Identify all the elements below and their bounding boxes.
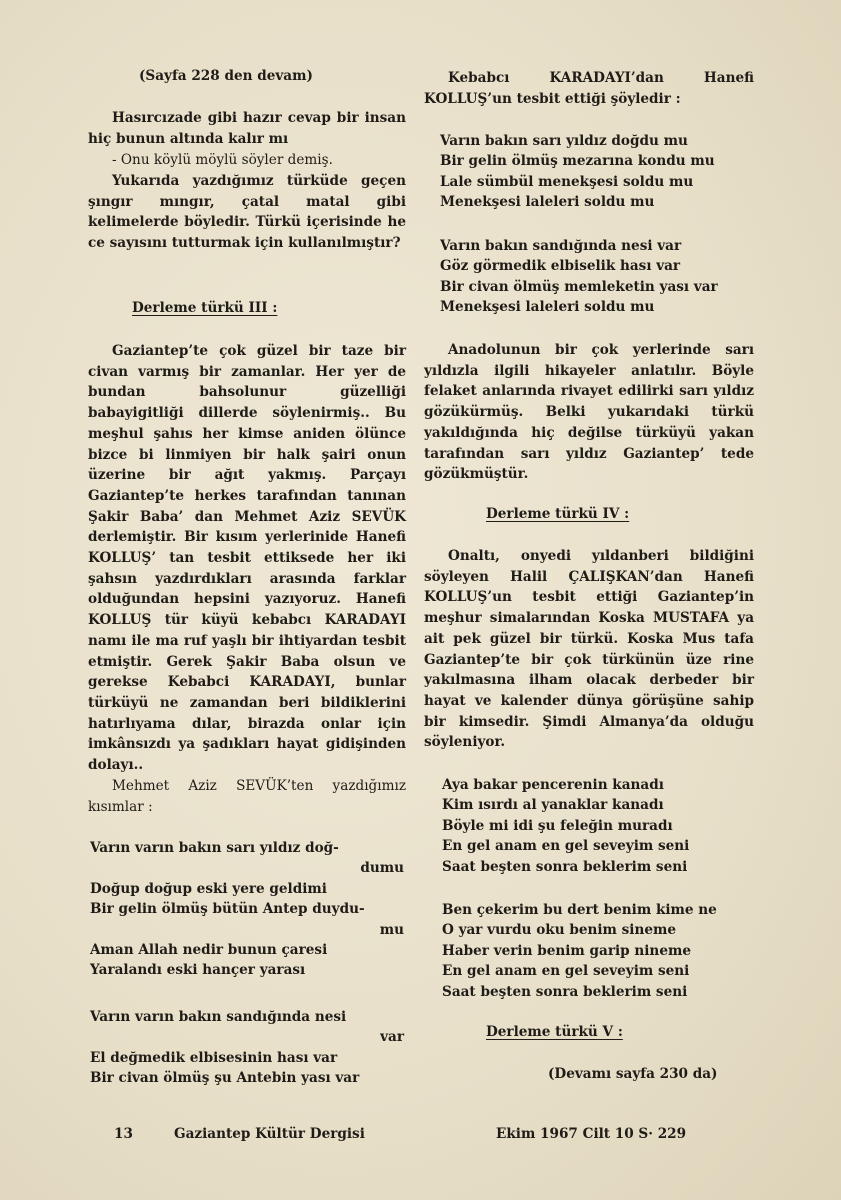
verse-line: Saat beşten sonra beklerim seni <box>442 858 688 875</box>
verse-line: Menekşesi laleleri soldu mu <box>440 299 655 316</box>
verse-line: Aman Allah nedir bunun çaresi <box>90 942 328 959</box>
verse-line: Varın varın bakın sandığında nesi <box>90 1009 347 1025</box>
main-paragraph: Gaziantep’te çok güzel bir taze bir civan varmış bir zamanlar. Her yer de bundan bahsolunur güzelliği babayigitliği dillerde söylenirmiş.. Bu meşhul şahıs her kimse aniden ölünce bizce bi linmiyen bir halk şairi onun üzerine bir ağıt yakmış. Parçayı Gaziantep’te herkes tarafından tanınan Şakir Baba’ dan Mehmet Aziz SEVÜK derlemiştir. Bir kısım yerlerinide Hanefi KOLLUŞ’ tan tesbit ettiksede her iki şahsın yazdırdıkları arasında farklar olduğundan hepsini yazıyoruz. Hanefi KOLLUŞ tür küyü kebabcı KARADAYI namı ile ma ruf yaşlı bir ihtiyardan tesbit etmiştir. Gerek Şakir Baba olsun ve gerekse Kebabci KARADAYI, bunlar türküyü ne zamandan beri bildiklerini hatırlıyama dılar, birazda onlar için imkânsızdı ya şadıkları hayat gidişinden dolayı.. <box>88 343 406 774</box>
intro-paragraph-1: Hasırcızade gibi hazır cevap bir insan hiç bunun altında kalır mı <box>88 110 406 147</box>
issue-info: Ekim 1967 Cilt 10 S· 229 <box>496 1126 687 1142</box>
page-number: 13 <box>114 1126 133 1142</box>
journal-title: Gaziantep Kültür Dergisi <box>174 1126 365 1142</box>
verse-line: Bir gelin ölmüş bütün Antep duydu- <box>90 901 365 918</box>
source-intro: Kebabcı KARADAYI’dan Hanefi KOLLUŞ’un tesbit ettiği şöyledir : <box>424 70 754 107</box>
verse-line-tail: var <box>380 1029 404 1046</box>
verse-line: Doğup doğup eski yere geldimi <box>90 880 327 897</box>
verse-line: Bir gelin ölmüş mezarına kondu mu <box>440 153 715 170</box>
intro-paragraph-3: Yukarıda yazdığımız türküde geçen şıngır mıngır, çatal matal gibi kelimelerde böyledir. Türkü içerisinde he ce sayısını tutturmak için kullanılmıştır? <box>88 173 406 252</box>
verse-line: Yaralandı eski hançer yarası <box>90 962 306 979</box>
verse-line: O yar vurdu oku benim sineme <box>442 922 677 939</box>
right-stanza-1 <box>440 131 715 213</box>
section-heading-iii: Derleme türkü III : <box>132 300 278 316</box>
verse-line: Ben çekerim bu dert benim kime ne <box>442 902 717 918</box>
verse-line: Varın bakın sarı yıldız doğdu mu <box>440 133 688 149</box>
verse-line: Haber verin benim garip nineme <box>442 942 691 959</box>
continued-note: (Devamı sayfa 230 da) <box>548 1066 718 1082</box>
verse-line: El değmedik elbisesinin hası var <box>90 1049 338 1066</box>
right-stanza-3 <box>442 775 689 877</box>
section-heading-v: Derleme türkü V : <box>486 1024 623 1040</box>
right-stanza-4 <box>442 900 717 1002</box>
verse-line: Böyle mi idi şu feleğin muradı <box>442 817 673 834</box>
left-stanza-1 <box>90 838 404 981</box>
verse-line: Bir civan ölmüş memleketin yası var <box>440 278 718 295</box>
verse-line-tail: dumu <box>360 860 404 877</box>
verse-line: Göz görmedik elbiselik hası var <box>440 258 681 275</box>
section-heading-iv: Derleme türkü IV : <box>486 506 630 522</box>
verse-line: Varın bakın sandığında nesi var <box>440 238 682 254</box>
verse-line: Aya bakar pencerenin kanadı <box>442 777 664 793</box>
halil-paragraph: Onaltı, onyedi yıldanberi bildiğini söyleyen Halil ÇALIŞKAN’dan Hanefi KOLLUŞ’un tesbit ettiği Gaziantep’in meşhur simalarından Koska MUSTAFA ya ait pek güzel bir türkü. Koska Mus tafa Gaziantep’te bir çok türkünün üze rine yakılmasına ilham olacak derbeder bir hayat ve kalender dünya görüşüne sahip bir kimsedir. Şimdi Almanya’da olduğu söyleniyor. <box>424 548 754 751</box>
anadolu-paragraph: Anadolunun bir çok yerlerinde sarı yıldızla ilgili hikayeler anlatılır. Böyle felaket anlarında rivayet edilirki sarı yıldız gözükürmüş. Belki yukarıdaki türkü yakıldığında hiç değilse türküyü yakan tarafından sarı yıldız Gaziantep’ tede gözükmüştür. <box>424 342 754 483</box>
verse-line: Kim ısırdı al yanaklar kanadı <box>442 797 664 814</box>
intro-paragraph-2: - Onu köylü möylü söyler demiş. <box>112 152 333 168</box>
verse-line: En gel anam en gel seveyim seni <box>442 838 690 855</box>
verse-line: Menekşesi laleleri soldu mu <box>440 194 655 211</box>
verse-line: Lale sümbül menekşesi soldu mu <box>440 173 694 190</box>
continuation-note: (Sayfa 228 den devam) <box>139 68 313 84</box>
left-stanza-2 <box>90 1007 404 1089</box>
verse-line-tail: mu <box>379 921 404 938</box>
verse-line: En gel anam en gel seveyim seni <box>442 963 690 980</box>
verse-line: Varın varın bakın sarı yıldız doğ- <box>90 840 339 856</box>
verse-line: Saat beşten sonra beklerim seni <box>442 983 688 1000</box>
right-stanza-2 <box>440 236 718 318</box>
sevuk-intro: Mehmet Aziz SEVÜK’ten yazdığımız kısımlar : <box>88 778 406 815</box>
verse-line: Bir civan ölmüş şu Antebin yası var <box>90 1070 360 1087</box>
